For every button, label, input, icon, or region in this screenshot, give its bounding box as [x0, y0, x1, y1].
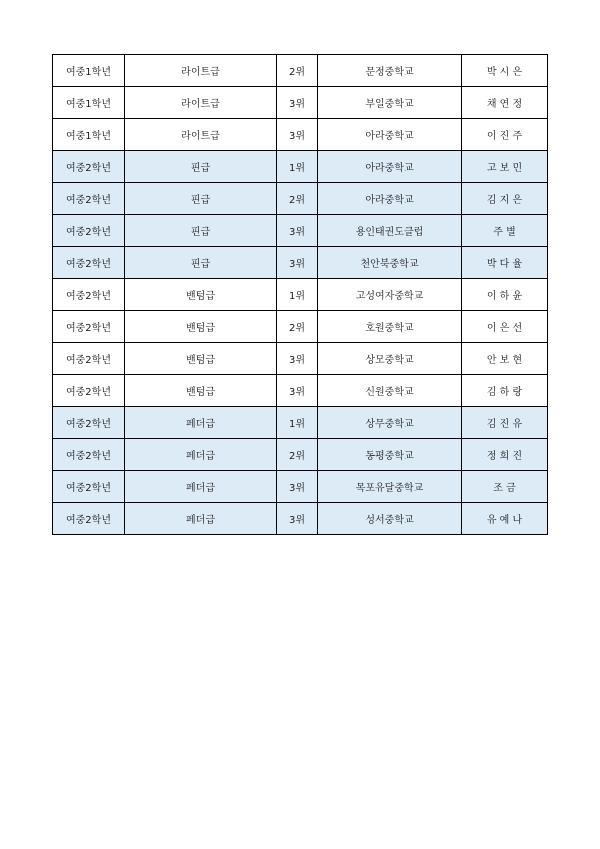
weight-class-cell: 핀급 [125, 183, 277, 215]
weight-class-cell: 밴텀급 [125, 343, 277, 375]
division-cell: 여중2학년 [53, 215, 125, 247]
rank-cell: 1위 [277, 151, 318, 183]
table-row [53, 183, 548, 215]
school-cell: 천안북중학교 [318, 247, 462, 279]
rank-cell: 3위 [277, 503, 318, 535]
division-cell: 여중2학년 [53, 183, 125, 215]
division-cell: 여중2학년 [53, 471, 125, 503]
rank-cell: 3위 [277, 87, 318, 119]
weight-class-cell: 핀급 [125, 215, 277, 247]
division-cell: 여중2학년 [53, 311, 125, 343]
rank-cell: 1위 [277, 279, 318, 311]
athlete-name-cell: 조 금 [462, 471, 548, 503]
rank-cell: 3위 [277, 247, 318, 279]
school-cell: 아라중학교 [318, 183, 462, 215]
table-row [53, 311, 548, 343]
school-cell: 호원중학교 [318, 311, 462, 343]
weight-class-cell: 핀급 [125, 247, 277, 279]
weight-class-cell: 밴텀급 [125, 375, 277, 407]
weight-class-cell: 페더급 [125, 439, 277, 471]
school-cell: 고성여자중학교 [318, 279, 462, 311]
weight-class-cell: 페더급 [125, 471, 277, 503]
school-cell: 성서중학교 [318, 503, 462, 535]
weight-class-cell: 페더급 [125, 503, 277, 535]
table-row [53, 151, 548, 183]
rank-cell: 3위 [277, 471, 318, 503]
weight-class-cell: 핀급 [125, 151, 277, 183]
table-row [53, 87, 548, 119]
rank-cell: 2위 [277, 439, 318, 471]
athlete-name-cell: 이 은 선 [462, 311, 548, 343]
rank-cell: 3위 [277, 119, 318, 151]
table-row [53, 279, 548, 311]
division-cell: 여중2학년 [53, 375, 125, 407]
athlete-name-cell: 정 희 진 [462, 439, 548, 471]
division-cell: 여중2학년 [53, 151, 125, 183]
rank-cell: 1위 [277, 407, 318, 439]
rank-cell: 3위 [277, 375, 318, 407]
table-row [53, 471, 548, 503]
table-row [53, 503, 548, 535]
division-cell: 여중1학년 [53, 55, 125, 87]
division-cell: 여중2학년 [53, 503, 125, 535]
division-cell: 여중2학년 [53, 279, 125, 311]
athlete-name-cell: 김 하 랑 [462, 375, 548, 407]
school-cell: 아라중학교 [318, 151, 462, 183]
school-cell: 아라중학교 [318, 119, 462, 151]
table-row [53, 407, 548, 439]
table-row [53, 439, 548, 471]
division-cell: 여중1학년 [53, 119, 125, 151]
rank-cell: 2위 [277, 311, 318, 343]
school-cell: 문정중학교 [318, 55, 462, 87]
school-cell: 상모중학교 [318, 343, 462, 375]
weight-class-cell: 밴텀급 [125, 311, 277, 343]
table-row [53, 55, 548, 87]
division-cell: 여중2학년 [53, 407, 125, 439]
weight-class-cell: 라이트급 [125, 119, 277, 151]
athlete-name-cell: 안 보 현 [462, 343, 548, 375]
weight-class-cell: 밴텀급 [125, 279, 277, 311]
weight-class-cell: 페더급 [125, 407, 277, 439]
table-row [53, 375, 548, 407]
weight-class-cell: 라이트급 [125, 87, 277, 119]
results-table [52, 54, 548, 535]
school-cell: 부일중학교 [318, 87, 462, 119]
athlete-name-cell: 박 시 은 [462, 55, 548, 87]
athlete-name-cell: 채 연 정 [462, 87, 548, 119]
division-cell: 여중2학년 [53, 439, 125, 471]
athlete-name-cell: 박 다 율 [462, 247, 548, 279]
school-cell: 목포유달중학교 [318, 471, 462, 503]
results-table-body [53, 55, 548, 535]
school-cell: 동평중학교 [318, 439, 462, 471]
athlete-name-cell: 김 진 유 [462, 407, 548, 439]
school-cell: 상무중학교 [318, 407, 462, 439]
rank-cell: 2위 [277, 183, 318, 215]
table-row [53, 215, 548, 247]
athlete-name-cell: 이 진 주 [462, 119, 548, 151]
athlete-name-cell: 유 예 나 [462, 503, 548, 535]
rank-cell: 3위 [277, 343, 318, 375]
table-row [53, 247, 548, 279]
athlete-name-cell: 김 지 은 [462, 183, 548, 215]
weight-class-cell: 라이트급 [125, 55, 277, 87]
rank-cell: 3위 [277, 215, 318, 247]
table-row [53, 119, 548, 151]
athlete-name-cell: 고 보 민 [462, 151, 548, 183]
athlete-name-cell: 주 별 [462, 215, 548, 247]
table-row [53, 343, 548, 375]
school-cell: 용인태권도클럽 [318, 215, 462, 247]
school-cell: 신원중학교 [318, 375, 462, 407]
division-cell: 여중2학년 [53, 247, 125, 279]
division-cell: 여중2학년 [53, 343, 125, 375]
division-cell: 여중1학년 [53, 87, 125, 119]
rank-cell: 2위 [277, 55, 318, 87]
athlete-name-cell: 이 하 윤 [462, 279, 548, 311]
